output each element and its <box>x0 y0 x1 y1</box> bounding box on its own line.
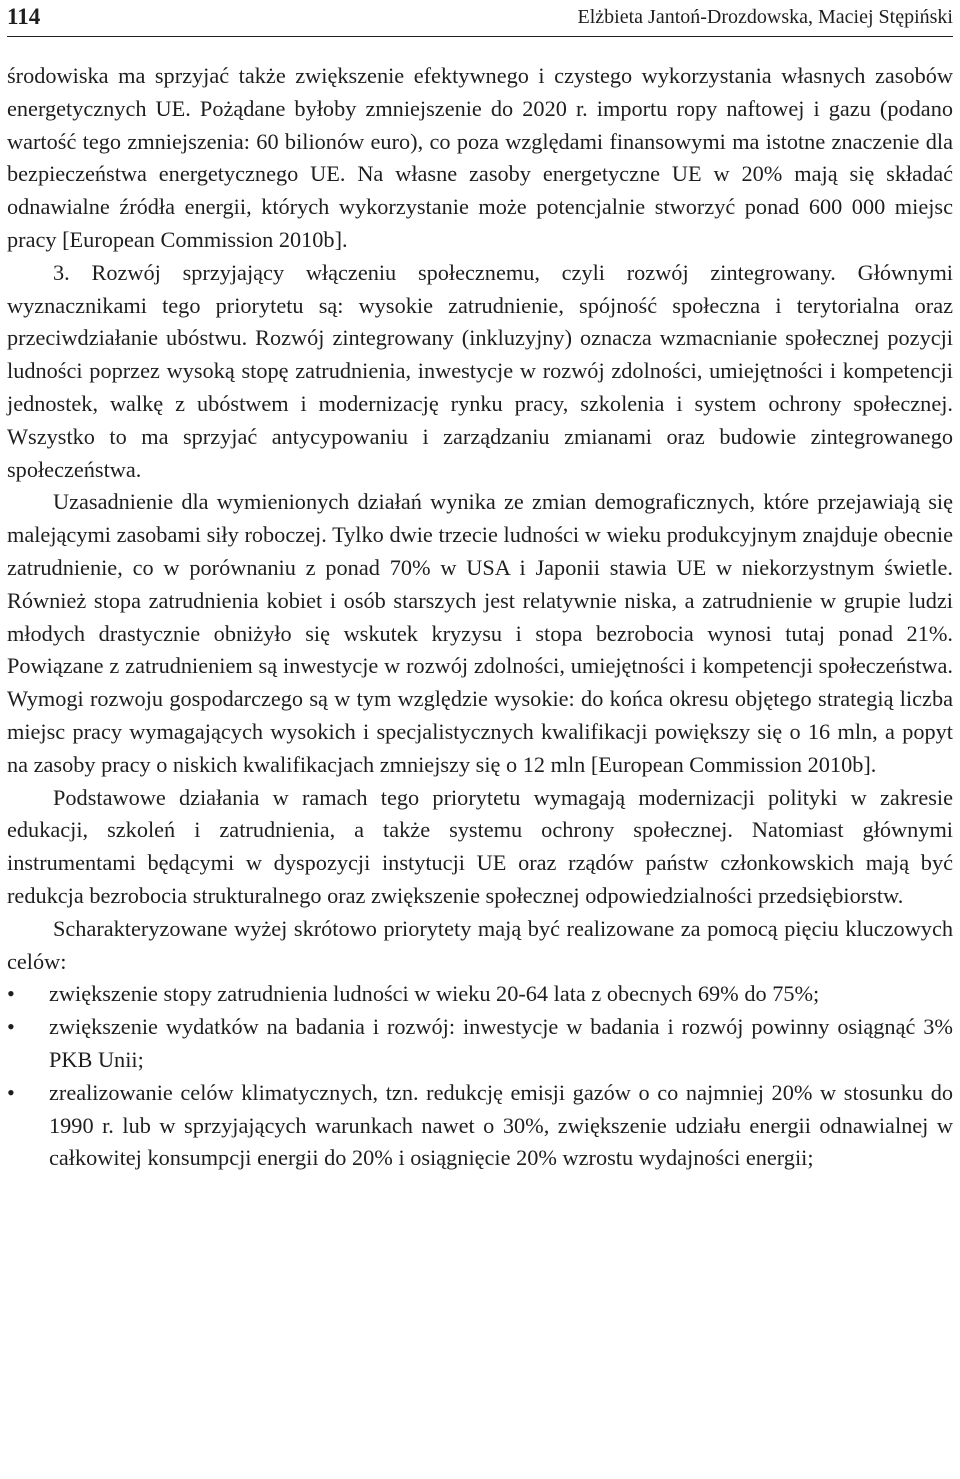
header-rule <box>7 36 953 37</box>
list-item-text: zrealizowanie celów klimatycznych, tzn. redukcję emisji gazów o co najmniej 20% w stosunku do 1990 r. lub w sprzyjających warunkach nawet o 30%, zwiększenie udziału energii odnawialnej w całkowitej konsumpcji energii do 20% i osiągnięcie 20% wzrostu wydajności energii; <box>49 1079 953 1171</box>
bullet-icon: • <box>7 1014 15 1040</box>
page-header <box>7 0 953 34</box>
key-goals-list <box>7 978 953 1175</box>
main-text <box>7 60 953 1175</box>
running-head-authors: Elżbieta Jantoń-Drozdowska, Maciej Stępiński <box>577 5 953 28</box>
list-item <box>7 978 953 1011</box>
paragraph-justification: Uzasadnienie dla wymienionych działań wynika ze zmian demograficznych, które przejawiają się malejącymi zasobami siły roboczej. Tylko dwie trzecie ludności w wieku produkcyjnym znajduje obecnie zatrudnienie, co w porównaniu z ponad 70% w USA i Japonii stawia UE w niekorzystnym świetle. Również stopa zatrudnienia kobiet i osób starszych jest relatywnie niska, a zatrudnienie w grupie ludzi młodych drastycznie obniżyło się wskutek kryzysu i stopa bezrobocia wynosi tutaj ponad 21%. Powiązane z zatrudnieniem są inwestycje w rozwój zdolności, umiejętności i kompetencji społeczeństwa. Wymogi rozwoju gospodarczego są w tym względzie wysokie: do końca okresu objętego strategią liczba miejsc pracy wymagających wysokich i specjalistycznych kwalifikacji powiększy się o 16 mln, a popyt na zasoby pracy o niskich kwalifikacjach zmniejszy się o 12 mln [European Commission 2010b]. <box>7 489 953 777</box>
bullet-icon: • <box>7 981 15 1007</box>
list-item <box>7 1077 953 1175</box>
list-item <box>7 1011 953 1077</box>
page-number: 114 <box>7 4 41 29</box>
paragraph-basic-actions: Podstawowe działania w ramach tego priorytetu wymagają modernizacji polityki w zakresie edukacji, szkoleń i zatrudnienia, a także systemu ochrony społecznej. Natomiast głównymi instrumentami będącymi w dyspozycji instytucji UE oraz rządów państw członkowskich mają być redukcja bezrobocia strukturalnego oraz zwiększenie społecznej odpowiedzialności przedsiębiorstw. <box>7 784 953 908</box>
paragraph-energy-resources: środowiska ma sprzyjać także zwiększenie efektywnego i czystego wykorzystania własnych zasobów energetycznych UE. Pożądane byłoby zmniejszenie do 2020 r. importu ropy naftowej i gazu (podano wartość tego zmniejszenia: 60 bilionów euro), co poza względami finansowymi ma istotne znaczenie dla bezpieczeństwa energetycznego UE. Na własne zasoby energetyczne UE w 20% mają się składać odnawialne źródła energii, których wykorzystanie może potencjalnie stworzyć ponad 600 000 miejsc pracy [European Commission 2010b]. <box>7 63 953 252</box>
paragraph-key-goals-intro: Scharakteryzowane wyżej skrótowo priorytety mają być realizowane za pomocą pięciu kluczowych celów: <box>7 915 953 974</box>
list-item-text: zwiększenie wydatków na badania i rozwój: inwestycje w badania i rozwój powinny osiągnąć 3% PKB Unii; <box>49 1014 953 1072</box>
paragraph-inclusive-growth: 3. Rozwój sprzyjający włączeniu społecznemu, czyli rozwój zintegrowany. Głównymi wyznacznikami tego priorytetu są: wysokie zatrudnienie, spójność społeczna i terytorialna oraz przeciwdziałanie ubóstwu. Rozwój zintegrowany (inkluzyjny) oznacza wzmacnianie społecznej pozycji ludności poprzez wysoką stopę zatrudnienia, inwestycje w rozwój zdolności, umiejętności i kompetencji jednostek, walkę z ubóstwem i modernizację rynku pracy, szkolenia i system ochrony społecznej. Wszystko to ma sprzyjać antycypowaniu i zarządzaniu zmianami oraz budowie zintegrowanego społeczeństwa. <box>7 259 953 482</box>
bullet-icon: • <box>7 1079 15 1105</box>
list-item-text: zwiększenie stopy zatrudnienia ludności w wieku 20-64 lata z obecnych 69% do 75%; <box>49 981 820 1007</box>
